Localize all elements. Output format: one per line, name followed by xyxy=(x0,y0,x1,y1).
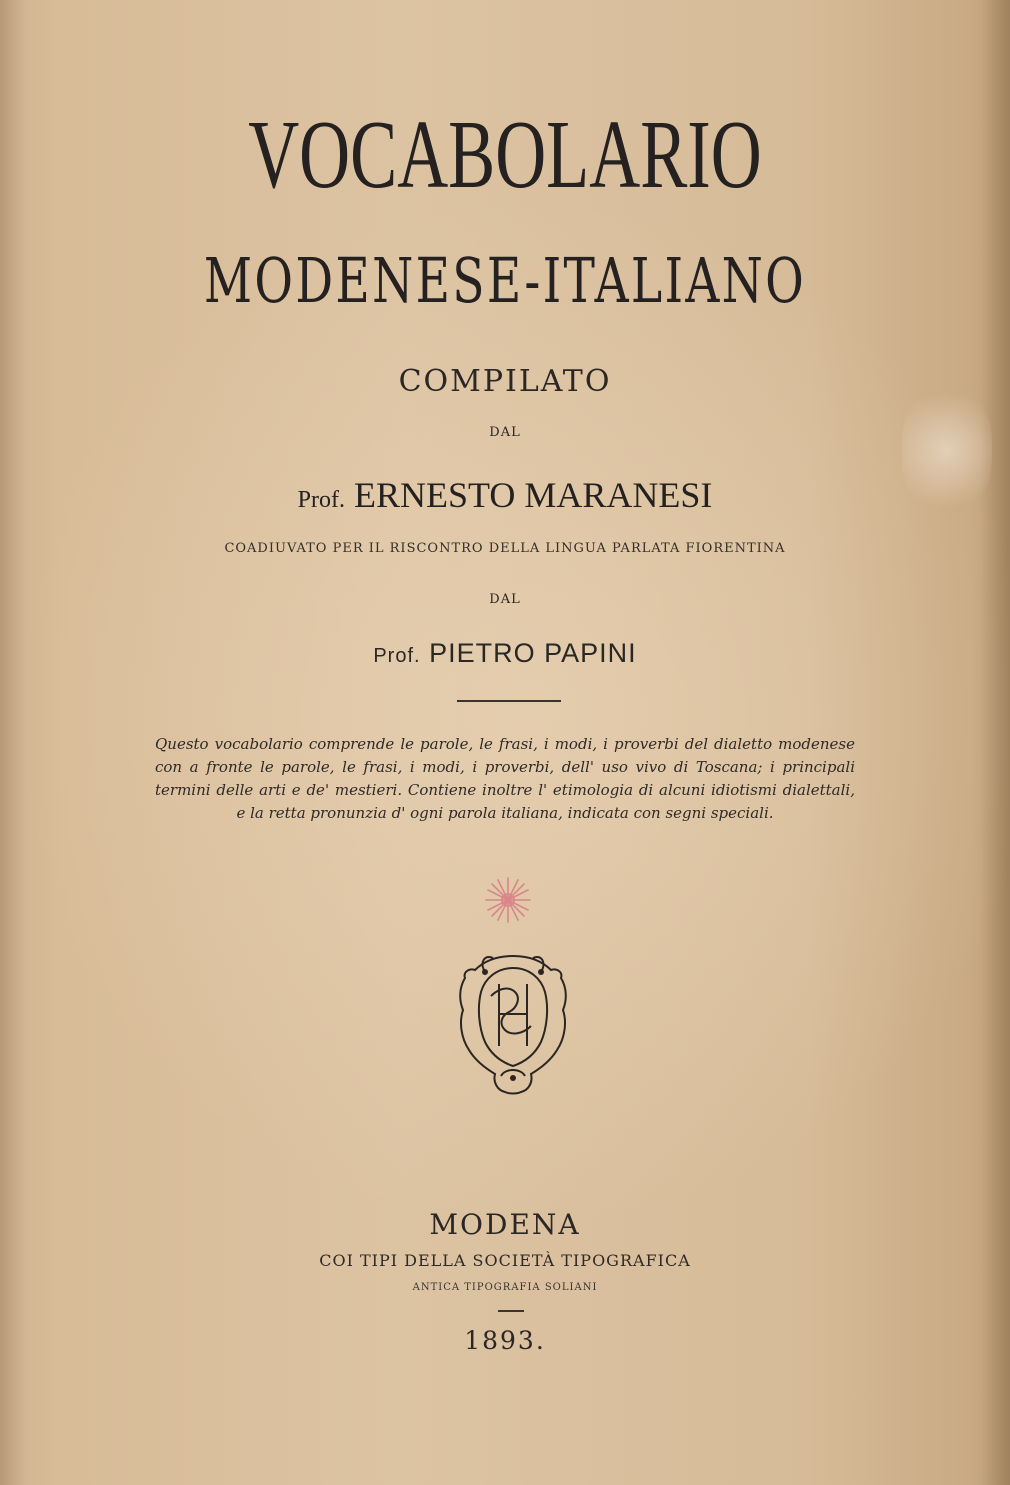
coadiuvato-line: COADIUVATO PER IL RISCONTRO DELLA LINGUA PARLATA FIORENTINA xyxy=(224,541,786,556)
author-1-prefix: Prof. xyxy=(297,487,345,513)
compilato-label: COMPILATO xyxy=(398,364,612,399)
divider-rule xyxy=(457,700,561,702)
title-line-1: VOCABOLARIO xyxy=(248,101,762,209)
author-2 xyxy=(0,636,1010,673)
author-1 xyxy=(0,474,1010,521)
publication-year: 1893. xyxy=(464,1326,546,1355)
publisher-line: COI TIPI DELLA SOCIETÀ TIPOGRAFICA xyxy=(319,1251,691,1270)
red-star-stamp-icon xyxy=(480,872,536,928)
city-line: MODENA xyxy=(429,1208,581,1241)
description-paragraph: Questo vocabolario comprende le parole, le frasi, i modi, i proverbi del dialetto modenese con a fronte le parole, le frasi, i modi, i proverbi, dell' uso vivo di Toscana; i principali termini delle arti e de' mestieri. Contiene inoltre l' etimologia di alcuni idiotismi dialettali, e la retta pronunzia d' ogni parola italiana, indicata con segni speciali. xyxy=(155,735,855,822)
small-divider-rule xyxy=(498,1310,524,1312)
title-line-2: MODENESE-ITALIANO xyxy=(203,244,807,317)
dal-label-1: DAL xyxy=(489,425,521,440)
dal-label-2: DAL xyxy=(489,592,521,607)
monogram-shield-icon xyxy=(455,948,571,1098)
author-2-prefix: Prof. xyxy=(373,645,421,667)
printer-line: ANTICA TIPOGRAFIA SOLIANI xyxy=(412,1282,598,1293)
author-1-name: ERNESTO MARANESI xyxy=(353,475,713,515)
author-2-name: PIETRO PAPINI xyxy=(429,638,637,668)
